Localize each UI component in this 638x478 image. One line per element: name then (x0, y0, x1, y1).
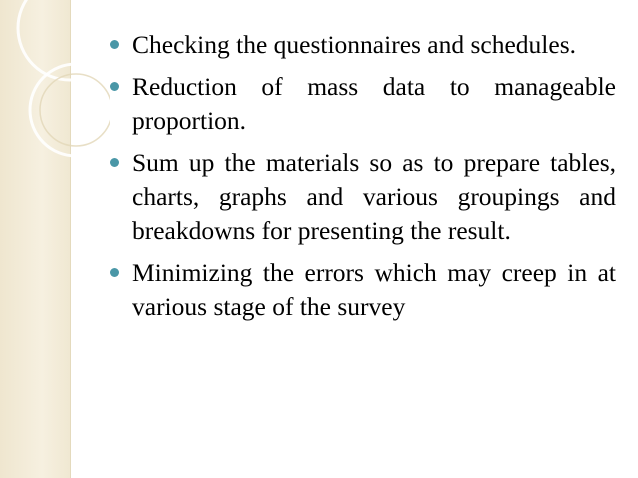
bullet-item (104, 146, 616, 248)
bullet-text: Checking the questionnaires and schedules. (132, 30, 577, 59)
bullet-point-icon (110, 40, 119, 49)
bullet-text: Sum up the materials so as to prepare tables, charts, graphs and various groupings and breakdowns for presenting the result. (132, 148, 616, 245)
bullet-text: Reduction of mass data to manageable proportion. (132, 72, 616, 135)
decorative-circles (0, 0, 110, 220)
bullet-point-icon (110, 158, 119, 167)
bullet-item (104, 28, 616, 62)
bullet-text: Minimizing the errors which may creep in at various stage of the survey (132, 258, 616, 321)
bullet-point-icon (110, 268, 119, 277)
decorative-side-band (0, 0, 71, 478)
bullet-item (104, 70, 616, 138)
bullet-list (104, 28, 616, 332)
bullet-item (104, 256, 616, 324)
bullet-point-icon (110, 82, 119, 91)
